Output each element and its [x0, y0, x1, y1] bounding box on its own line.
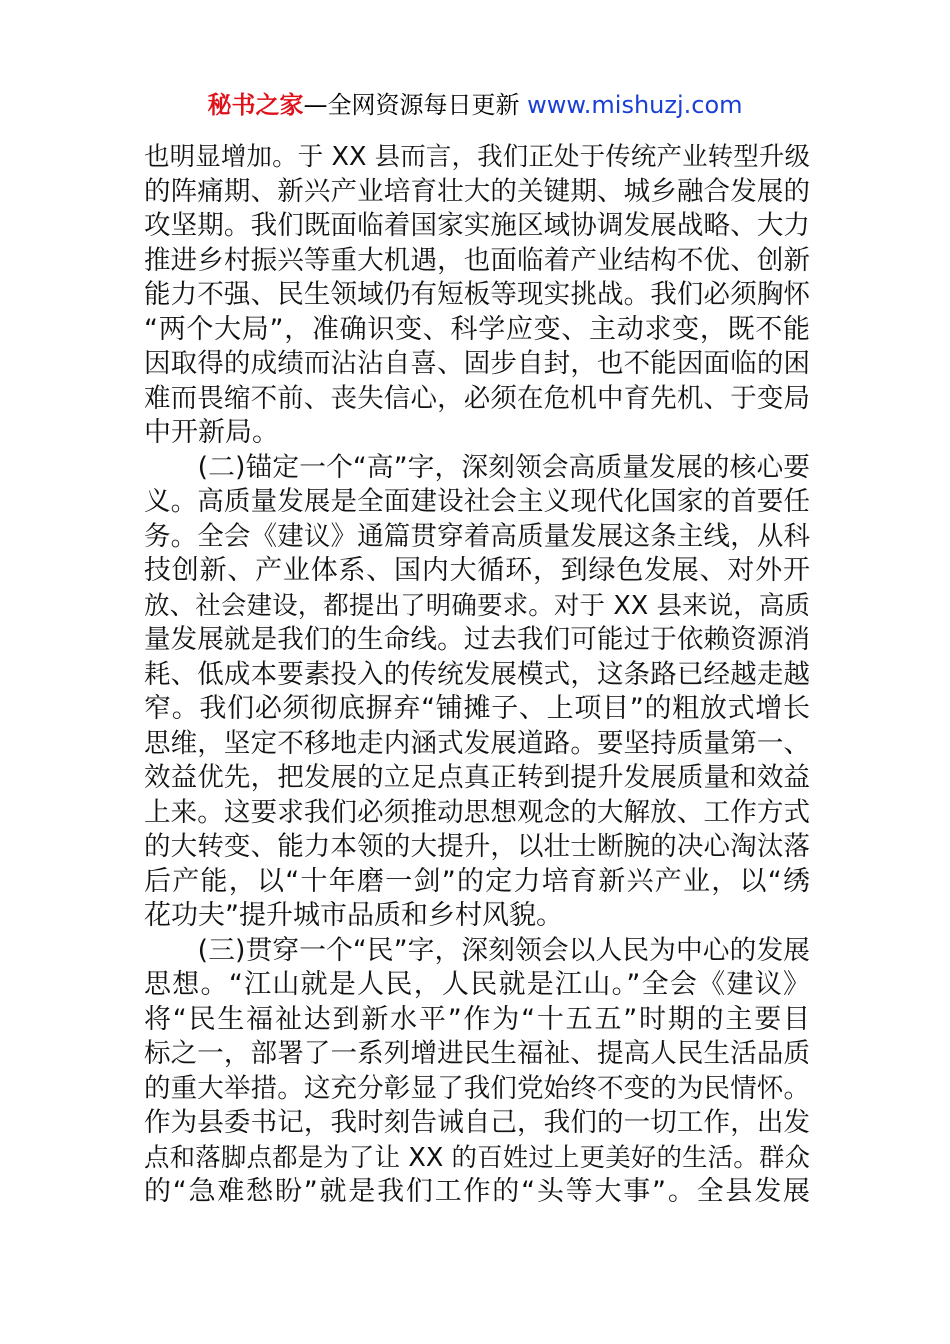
text-line: 将“民生福祉达到新水平”作为“十五五”时期的主要目	[144, 1003, 810, 1035]
text-line: 点和落脚点都是为了让 XX 的百姓过上更美好的生活。群众	[144, 1142, 810, 1173]
text-line: 能力不强、民生领域仍有短板等现实挑战。我们必须胸怀	[144, 279, 810, 310]
text-line: 的重大举措。这充分彰显了我们党始终不变的为民情怀。	[144, 1072, 810, 1104]
text-line: (三)贯穿一个“民”字，深刻领会以人民为中心的发展	[144, 934, 810, 966]
text-line: 作为县委书记，我时刻告诫自己，我们的一切工作，出发	[144, 1107, 810, 1138]
text-line: 放、社会建设，都提出了明确要求。对于 XX 县来说，高质	[144, 590, 810, 621]
text-line: 的大转变、能力本领的大提升，以壮士断腕的决心淘汰落	[144, 831, 810, 862]
text-line: 标之一，部署了一系列增进民生福祉、提高人民生活品质	[144, 1038, 810, 1069]
text-line: 后产能，以“十年磨一剑”的定力培育新兴产业，以“绣	[144, 865, 810, 897]
document-body	[144, 140, 810, 1210]
text-line: 效益优先，把发展的立足点真正转到提升发展质量和效益	[144, 762, 810, 793]
brand-name: 秘书之家	[207, 91, 304, 119]
text-line: 思维，坚定不移地走内涵式发展道路。要坚持质量第一、	[144, 727, 810, 759]
text-line: 也明显增加。于 XX 县而言，我们正处于传统产业转型升级	[144, 142, 810, 172]
header-url: www.mishuzj.com	[527, 91, 743, 119]
text-line: (二)锚定一个“高”字，深刻领会高质量发展的核心要	[144, 451, 810, 483]
text-line: “两个大局”，准确识变、科学应变、主动求变，既不能	[144, 313, 810, 345]
text-line: 中开新局。	[144, 417, 279, 448]
header-tagline: —全网资源每日更新	[303, 91, 528, 119]
text-line: 推进乡村振兴等重大机遇，也面临着产业结构不优、创新	[144, 244, 810, 276]
text-line: 因取得的成绩而沾沾自喜、固步自封，也不能因面临的困	[144, 348, 810, 379]
text-line: 耗、低成本要素投入的传统发展模式，这条路已经越走越	[144, 658, 810, 690]
site-header	[0, 88, 950, 122]
text-line: 思想。“江山就是人民，人民就是江山。”全会《建议》	[144, 969, 810, 1000]
text-line: 义。高质量发展是全面建设社会主义现代化国家的首要任	[144, 486, 810, 517]
text-line: 攻坚期。我们既面临着国家实施区域协调发展战略、大力	[144, 210, 810, 241]
text-line: 上来。这要求我们必须推动思想观念的大解放、工作方式	[144, 796, 810, 828]
text-line: 的“急难愁盼”就是我们工作的“头等大事”。全县发展	[144, 1176, 810, 1207]
text-line: 花功夫”提升城市品质和乡村风貌。	[144, 900, 563, 931]
text-line: 难而畏缩不前、丧失信心，必须在危机中育先机、于变局	[144, 382, 810, 414]
text-line: 窄。我们必须彻底摒弃“铺摊子、上项目”的粗放式增长	[144, 693, 810, 724]
text-line: 的阵痛期、新兴产业培育壮大的关键期、城乡融合发展的	[144, 175, 810, 207]
text-line: 技创新、产业体系、国内大循环，到绿色发展、对外开	[144, 555, 810, 586]
text-line: 务。全会《建议》通篇贯穿着高质量发展这条主线，从科	[144, 520, 810, 552]
text-line: 量发展就是我们的生命线。过去我们可能过于依赖资源消	[144, 624, 810, 655]
